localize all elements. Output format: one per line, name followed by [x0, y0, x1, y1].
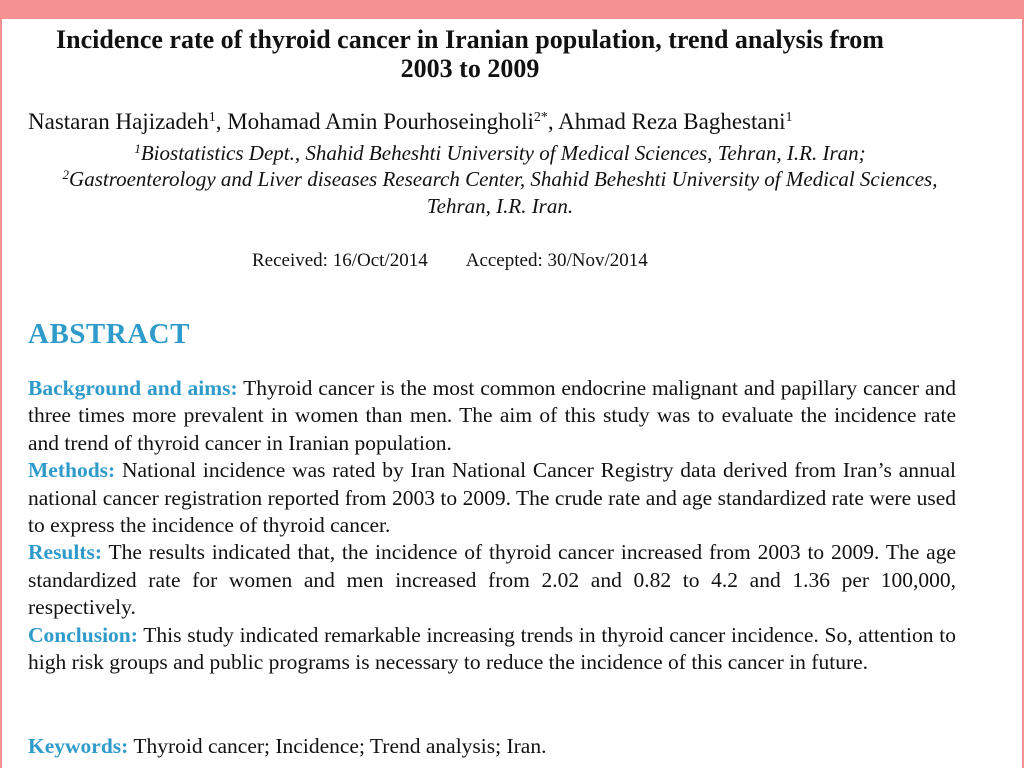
affiliation-mark: 1	[134, 141, 141, 156]
section-text: The results indicated that, the incidence of thyroid cancer increased from 2003 to 2009. The age standardized rate for women and men increased from 2.02 and 0.82 to 4.2 and 1.36 per 100,000, respectively.	[28, 540, 956, 620]
publication-dates	[252, 250, 648, 272]
keywords-text: Thyroid cancer; Incidence; Trend analysis; Iran.	[133, 734, 547, 758]
section-text: National incidence was rated by Iran National Cancer Registry data derived from Iran’s annual national cancer registration reported from 2003 to 2009. The crude rate and age standardized rate were used to express the incidence of thyroid cancer.	[28, 458, 957, 538]
abstract-results	[28, 539, 956, 621]
keywords	[28, 733, 956, 760]
author-name: Ahmad Reza Baghestani	[558, 109, 786, 134]
abstract-methods	[28, 457, 956, 539]
section-label: Results:	[28, 540, 103, 565]
paper-title: Incidence rate of thyroid cancer in Iranian population, trend analysis from 2003 to 2009	[56, 25, 884, 83]
author-name: Nastaran Hajizadeh	[28, 109, 209, 134]
keywords-label: Keywords:	[28, 734, 129, 758]
affiliation-2	[40, 166, 960, 220]
accepted-date: Accepted: 30/Nov/2014	[465, 250, 648, 271]
abstract-body	[28, 375, 956, 676]
received-date: Received: 16/Oct/2014	[252, 250, 428, 271]
author-name: Mohamad Amin Pourhoseingholi	[227, 109, 534, 134]
left-accent-border	[0, 19, 2, 768]
section-label: Methods:	[28, 458, 116, 483]
affiliation-text: Gastroenterology and Liver diseases Research Center, Shahid Beheshti University of Medical Sciences, Tehran, I.R. Iran.	[69, 167, 938, 218]
section-label: Background and aims:	[28, 376, 238, 400]
affiliation-1	[40, 140, 960, 167]
abstract-background	[28, 375, 956, 457]
author-affiliation-mark: 1	[785, 110, 793, 125]
author-affiliation-mark: 2*	[533, 110, 548, 125]
abstract-conclusion	[28, 622, 956, 677]
author-affiliation-mark: 1	[208, 110, 216, 125]
affiliation-text: Biostatistics Dept., Shahid Beheshti University of Medical Sciences, Tehran, I.R. Iran;	[140, 141, 866, 165]
affiliation-mark: 2	[62, 167, 70, 182]
section-text: Thyroid cancer is the most common endocrine malignant and papillary cancer and three times more prevalent in women than men. The aim of this study was to evaluate the incidence rate and trend of thyroid cancer in Iranian population.	[28, 376, 956, 455]
abstract-heading: ABSTRACT	[28, 318, 190, 350]
author-list: Nastaran Hajizadeh$^1$, Mohamad Amin Pourhoseingholi$^{2*}$, Ahmad Reza Baghestani$^1$	[28, 109, 793, 134]
section-label: Conclusion:	[28, 622, 138, 647]
top-accent-bar	[0, 0, 1024, 19]
section-text: This study indicated remarkable increasing trends in thyroid cancer incidence. So, attention to high risk groups and public programs is necessary to reduce the incidence of this cancer in future.	[28, 622, 956, 675]
